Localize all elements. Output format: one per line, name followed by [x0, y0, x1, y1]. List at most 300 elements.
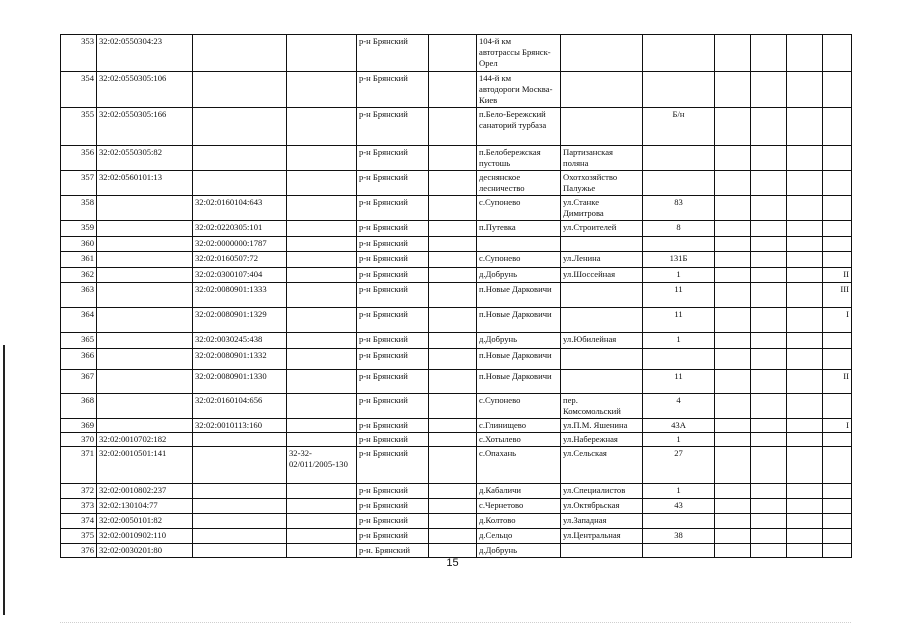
column-12-cell [787, 283, 823, 308]
street-cell: ул.Октябрьская [561, 499, 643, 514]
column-12-cell [787, 308, 823, 333]
column-13-cell: I [823, 308, 852, 333]
column-12-cell [787, 529, 823, 544]
column-11-cell [751, 433, 787, 447]
house-number-cell: 11 [643, 308, 715, 333]
district-cell: р-н Брянский [357, 484, 429, 499]
column-11-cell [751, 108, 787, 146]
column-13-cell [823, 514, 852, 529]
cadastral-number-cell [193, 35, 287, 72]
column-6-cell [429, 419, 477, 433]
registration-number-cell [287, 394, 357, 419]
table-row [61, 394, 852, 419]
district-cell: р-н Брянский [357, 171, 429, 196]
row-number-cell: 362 [61, 268, 97, 283]
column-13-cell: II [823, 370, 852, 394]
row-number-cell: 357 [61, 171, 97, 196]
column-11-cell [751, 544, 787, 558]
scan-edge-line [3, 345, 5, 615]
table-row [61, 268, 852, 283]
street-cell [561, 308, 643, 333]
registration-number-cell [287, 196, 357, 221]
column-11-cell [751, 72, 787, 108]
house-number-cell [643, 544, 715, 558]
column-12-cell [787, 544, 823, 558]
district-cell: р-н Брянский [357, 237, 429, 252]
cadastral-number-old-cell: 32:02:0550305:166 [97, 108, 193, 146]
column-13-cell [823, 196, 852, 221]
column-11-cell [751, 283, 787, 308]
house-number-cell [643, 237, 715, 252]
table-row [61, 196, 852, 221]
street-cell [561, 370, 643, 394]
table-row [61, 433, 852, 447]
table-row [61, 35, 852, 72]
cadastral-number-cell [193, 529, 287, 544]
table-row [61, 447, 852, 484]
cadastral-number-old-cell: 32:02:0010702:182 [97, 433, 193, 447]
cadastral-number-old-cell [97, 268, 193, 283]
row-number-cell: 353 [61, 35, 97, 72]
table-row [61, 171, 852, 196]
column-10-cell [715, 499, 751, 514]
cadastral-number-old-cell: 32:02:0050101:82 [97, 514, 193, 529]
district-cell: р-н Брянский [357, 108, 429, 146]
column-12-cell [787, 252, 823, 268]
column-12-cell [787, 447, 823, 484]
settlement-cell: д.Колтово [477, 514, 561, 529]
cadastral-number-cell: 32:02:0220305:101 [193, 221, 287, 237]
registration-number-cell [287, 433, 357, 447]
district-cell: р-н Брянский [357, 252, 429, 268]
street-cell [561, 35, 643, 72]
registration-number-cell [287, 308, 357, 333]
cadastral-number-old-cell [97, 283, 193, 308]
cadastral-number-old-cell: 32:02:0550305:106 [97, 72, 193, 108]
table-row [61, 370, 852, 394]
settlement-cell: с.Супонево [477, 394, 561, 419]
registration-number-cell [287, 283, 357, 308]
column-6-cell [429, 349, 477, 370]
column-10-cell [715, 544, 751, 558]
column-10-cell [715, 196, 751, 221]
column-12-cell [787, 370, 823, 394]
settlement-cell: деснянское лесничество [477, 171, 561, 196]
column-12-cell [787, 349, 823, 370]
column-10-cell [715, 221, 751, 237]
settlement-cell: с.Чернетово [477, 499, 561, 514]
street-cell: пер. Комсомольский [561, 394, 643, 419]
cadastral-number-cell: 32:02:0080901:1332 [193, 349, 287, 370]
row-number-cell: 375 [61, 529, 97, 544]
table-row [61, 529, 852, 544]
column-6-cell [429, 268, 477, 283]
column-11-cell [751, 308, 787, 333]
column-6-cell [429, 252, 477, 268]
street-cell: Охотхозяйство Палужье [561, 171, 643, 196]
cadastral-number-cell: 32:02:0080901:1333 [193, 283, 287, 308]
column-11-cell [751, 484, 787, 499]
settlement-cell: п.Новые Дарковичи [477, 370, 561, 394]
row-number-cell: 365 [61, 333, 97, 349]
column-12-cell [787, 108, 823, 146]
cadastral-number-cell: 32:02:0160507:72 [193, 252, 287, 268]
house-number-cell: 4 [643, 394, 715, 419]
column-12-cell [787, 196, 823, 221]
column-13-cell [823, 529, 852, 544]
cadastral-number-cell: 32:02:0160104:643 [193, 196, 287, 221]
settlement-cell: д.Добрунь [477, 268, 561, 283]
column-12-cell [787, 72, 823, 108]
column-13-cell [823, 221, 852, 237]
column-6-cell [429, 394, 477, 419]
row-number-cell: 355 [61, 108, 97, 146]
cadastral-number-old-cell: 32:02:0010802:237 [97, 484, 193, 499]
column-10-cell [715, 370, 751, 394]
street-cell: ул.П.М. Яшенина [561, 419, 643, 433]
column-12-cell [787, 221, 823, 237]
district-cell: р-н Брянский [357, 349, 429, 370]
column-12-cell [787, 514, 823, 529]
column-12-cell [787, 484, 823, 499]
cadastral-number-old-cell [97, 370, 193, 394]
column-12-cell [787, 333, 823, 349]
district-cell: р-н Брянский [357, 394, 429, 419]
column-10-cell [715, 349, 751, 370]
cadastral-number-cell: 32:02:0160104:656 [193, 394, 287, 419]
house-number-cell: 131Б [643, 252, 715, 268]
column-10-cell [715, 514, 751, 529]
column-6-cell [429, 146, 477, 171]
registration-number-cell [287, 221, 357, 237]
column-13-cell [823, 349, 852, 370]
registration-number-cell [287, 529, 357, 544]
column-6-cell [429, 514, 477, 529]
cadastral-number-old-cell: 32:02:0560101:13 [97, 171, 193, 196]
column-13-cell [823, 484, 852, 499]
column-6-cell [429, 484, 477, 499]
row-number-cell: 371 [61, 447, 97, 484]
cadastral-number-old-cell [97, 308, 193, 333]
column-10-cell [715, 308, 751, 333]
column-13-cell [823, 333, 852, 349]
row-number-cell: 372 [61, 484, 97, 499]
column-10-cell [715, 529, 751, 544]
table-row [61, 419, 852, 433]
column-11-cell [751, 146, 787, 171]
cadastral-number-cell [193, 108, 287, 146]
house-number-cell: 1 [643, 484, 715, 499]
house-number-cell: 43А [643, 419, 715, 433]
column-12-cell [787, 35, 823, 72]
property-registry-table [60, 34, 852, 558]
street-cell [561, 72, 643, 108]
district-cell: р-н Брянский [357, 146, 429, 171]
column-6-cell [429, 433, 477, 447]
cadastral-number-old-cell [97, 221, 193, 237]
registration-number-cell [287, 146, 357, 171]
street-cell [561, 349, 643, 370]
district-cell: р-н Брянский [357, 499, 429, 514]
row-number-cell: 376 [61, 544, 97, 558]
column-11-cell [751, 419, 787, 433]
column-6-cell [429, 529, 477, 544]
settlement-cell: д.Сельцо [477, 529, 561, 544]
settlement-cell: п.Бело-Бережский санаторий турбаза [477, 108, 561, 146]
column-10-cell [715, 35, 751, 72]
column-10-cell [715, 268, 751, 283]
column-13-cell: III [823, 283, 852, 308]
cadastral-number-cell [193, 514, 287, 529]
cadastral-number-cell: 32:02:0000000:1787 [193, 237, 287, 252]
district-cell: р-н Брянский [357, 283, 429, 308]
cadastral-number-old-cell [97, 349, 193, 370]
cadastral-number-cell [193, 499, 287, 514]
street-cell: ул.Ленина [561, 252, 643, 268]
column-13-cell [823, 35, 852, 72]
table-row [61, 514, 852, 529]
column-6-cell [429, 35, 477, 72]
column-11-cell [751, 171, 787, 196]
settlement-cell: п.Новые Дарковичи [477, 283, 561, 308]
column-11-cell [751, 499, 787, 514]
column-6-cell [429, 221, 477, 237]
street-cell: ул.Набережная [561, 433, 643, 447]
house-number-cell: 11 [643, 370, 715, 394]
column-6-cell [429, 171, 477, 196]
district-cell: р-н Брянский [357, 308, 429, 333]
settlement-cell: с.Супонево [477, 252, 561, 268]
house-number-cell: 43 [643, 499, 715, 514]
street-cell: Партизанская поляна [561, 146, 643, 171]
column-6-cell [429, 499, 477, 514]
row-number-cell: 374 [61, 514, 97, 529]
column-13-cell [823, 252, 852, 268]
row-number-cell: 354 [61, 72, 97, 108]
house-number-cell: 38 [643, 529, 715, 544]
cadastral-number-cell [193, 72, 287, 108]
column-11-cell [751, 237, 787, 252]
column-13-cell [823, 433, 852, 447]
district-cell: р-н Брянский [357, 196, 429, 221]
row-number-cell: 373 [61, 499, 97, 514]
settlement-cell: п.Новые Дарковичи [477, 308, 561, 333]
column-10-cell [715, 171, 751, 196]
column-12-cell [787, 394, 823, 419]
table-row [61, 484, 852, 499]
street-cell: ул.Станке Димитрова [561, 196, 643, 221]
cadastral-number-cell: 32:02:0080901:1330 [193, 370, 287, 394]
column-6-cell [429, 72, 477, 108]
house-number-cell: 1 [643, 333, 715, 349]
house-number-cell [643, 35, 715, 72]
registration-number-cell: 32-32- 02/011/2005-130 [287, 447, 357, 484]
registration-number-cell [287, 544, 357, 558]
registration-number-cell [287, 268, 357, 283]
street-cell [561, 108, 643, 146]
column-13-cell [823, 544, 852, 558]
house-number-cell: 8 [643, 221, 715, 237]
column-10-cell [715, 447, 751, 484]
cadastral-number-old-cell: 32:02:0010501:141 [97, 447, 193, 484]
column-13-cell: I [823, 419, 852, 433]
cadastral-number-old-cell [97, 419, 193, 433]
street-cell: ул.Шоссейная [561, 268, 643, 283]
column-13-cell [823, 394, 852, 419]
street-cell: ул.Специалистов [561, 484, 643, 499]
column-11-cell [751, 252, 787, 268]
column-13-cell [823, 447, 852, 484]
row-number-cell: 356 [61, 146, 97, 171]
registration-number-cell [287, 333, 357, 349]
column-10-cell [715, 72, 751, 108]
district-cell: р-н Брянский [357, 221, 429, 237]
cadastral-number-old-cell: 32:02:0550305:82 [97, 146, 193, 171]
column-12-cell [787, 433, 823, 447]
column-12-cell [787, 146, 823, 171]
district-cell: р-н Брянский [357, 268, 429, 283]
registration-number-cell [287, 72, 357, 108]
district-cell: р-н Брянский [357, 370, 429, 394]
column-11-cell [751, 447, 787, 484]
row-number-cell: 359 [61, 221, 97, 237]
column-11-cell [751, 221, 787, 237]
row-number-cell: 363 [61, 283, 97, 308]
table-row [61, 283, 852, 308]
registration-number-cell [287, 419, 357, 433]
street-cell: ул.Сельская [561, 447, 643, 484]
scan-noise-line [60, 622, 851, 624]
table-row [61, 333, 852, 349]
column-13-cell [823, 171, 852, 196]
cadastral-number-cell [193, 544, 287, 558]
street-cell [561, 544, 643, 558]
district-cell: р-н Брянский [357, 333, 429, 349]
column-12-cell [787, 419, 823, 433]
registration-number-cell [287, 237, 357, 252]
settlement-cell: с.Глинищево [477, 419, 561, 433]
column-6-cell [429, 283, 477, 308]
settlement-cell: д.Добрунь [477, 544, 561, 558]
cadastral-number-cell [193, 171, 287, 196]
column-10-cell [715, 146, 751, 171]
column-6-cell [429, 447, 477, 484]
column-12-cell [787, 499, 823, 514]
registration-number-cell [287, 171, 357, 196]
column-13-cell [823, 108, 852, 146]
house-number-cell: 1 [643, 433, 715, 447]
row-number-cell: 368 [61, 394, 97, 419]
cadastral-number-old-cell [97, 394, 193, 419]
house-number-cell [643, 72, 715, 108]
district-cell: р-н. Брянский [357, 544, 429, 558]
cadastral-number-old-cell [97, 333, 193, 349]
table-row [61, 499, 852, 514]
district-cell: р-н Брянский [357, 529, 429, 544]
column-13-cell [823, 146, 852, 171]
column-6-cell [429, 333, 477, 349]
column-13-cell: II [823, 268, 852, 283]
row-number-cell: 366 [61, 349, 97, 370]
column-10-cell [715, 484, 751, 499]
settlement-cell: п.Путевка [477, 221, 561, 237]
column-12-cell [787, 171, 823, 196]
column-6-cell [429, 196, 477, 221]
column-10-cell [715, 433, 751, 447]
settlement-cell: с.Хотылево [477, 433, 561, 447]
column-13-cell [823, 499, 852, 514]
column-12-cell [787, 268, 823, 283]
settlement-cell: д.Добрунь [477, 333, 561, 349]
street-cell: ул.Юбилейная [561, 333, 643, 349]
column-6-cell [429, 370, 477, 394]
table-row [61, 308, 852, 333]
cadastral-number-old-cell [97, 252, 193, 268]
registration-number-cell [287, 349, 357, 370]
settlement-cell: п.Новые Дарковичи [477, 349, 561, 370]
column-10-cell [715, 283, 751, 308]
table-row [61, 252, 852, 268]
table-row [61, 349, 852, 370]
registration-number-cell [287, 252, 357, 268]
registry-rows [61, 35, 852, 558]
column-11-cell [751, 333, 787, 349]
registration-number-cell [287, 484, 357, 499]
cadastral-number-old-cell: 32:02:0030201:80 [97, 544, 193, 558]
column-10-cell [715, 394, 751, 419]
house-number-cell: 11 [643, 283, 715, 308]
column-11-cell [751, 268, 787, 283]
column-10-cell [715, 419, 751, 433]
cadastral-number-cell: 32:02:0080901:1329 [193, 308, 287, 333]
district-cell: р-н Брянский [357, 72, 429, 108]
cadastral-number-cell [193, 433, 287, 447]
column-11-cell [751, 514, 787, 529]
column-11-cell [751, 394, 787, 419]
column-11-cell [751, 35, 787, 72]
settlement-cell: 144-й км автодороги Москва- Киев [477, 72, 561, 108]
registration-number-cell [287, 514, 357, 529]
house-number-cell [643, 349, 715, 370]
cadastral-number-old-cell: 32:02:0010902:110 [97, 529, 193, 544]
column-6-cell [429, 308, 477, 333]
cadastral-number-old-cell [97, 237, 193, 252]
column-12-cell [787, 237, 823, 252]
table-row [61, 221, 852, 237]
house-number-cell [643, 514, 715, 529]
column-11-cell [751, 529, 787, 544]
cadastral-number-cell [193, 146, 287, 171]
district-cell: р-н Брянский [357, 419, 429, 433]
cadastral-number-cell [193, 484, 287, 499]
house-number-cell: Б/н [643, 108, 715, 146]
house-number-cell: 1 [643, 268, 715, 283]
table-row [61, 146, 852, 171]
column-13-cell [823, 237, 852, 252]
cadastral-number-cell: 32:02:0300107:404 [193, 268, 287, 283]
district-cell: р-н Брянский [357, 447, 429, 484]
row-number-cell: 360 [61, 237, 97, 252]
table-row [61, 72, 852, 108]
street-cell: ул.Западная [561, 514, 643, 529]
column-10-cell [715, 252, 751, 268]
settlement-cell [477, 237, 561, 252]
settlement-cell: п.Белобережская пустошь [477, 146, 561, 171]
row-number-cell: 358 [61, 196, 97, 221]
settlement-cell: с.Супонево [477, 196, 561, 221]
cadastral-number-cell [193, 447, 287, 484]
registration-number-cell [287, 35, 357, 72]
